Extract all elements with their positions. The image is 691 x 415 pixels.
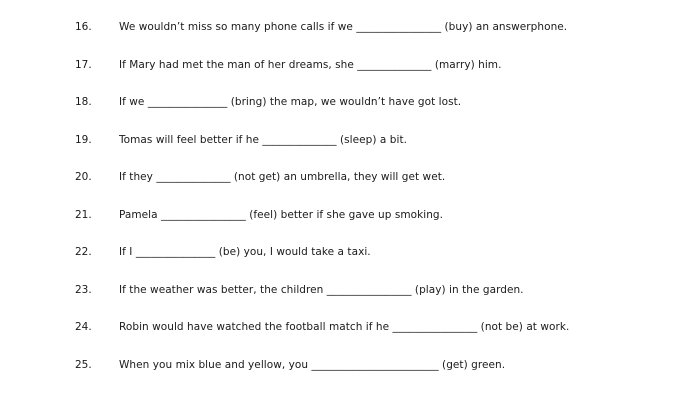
item-sentence: Pamela ________________ (feel) better if she gave up smoking.	[119, 209, 444, 221]
exercise-item-16	[0, 17, 691, 37]
item-sentence: Robin would have watched the football match if he ________________ (not be) at work.	[119, 321, 570, 333]
item-number: 20.	[75, 171, 92, 183]
exercise-item-22	[0, 242, 691, 262]
exercise-item-23	[0, 280, 691, 300]
item-sentence: If they ______________ (not get) an umbrella, they will get wet.	[119, 171, 446, 183]
item-number: 19.	[75, 134, 92, 146]
item-number: 22.	[75, 246, 92, 258]
item-number: 17.	[75, 59, 92, 71]
exercise-item-21	[0, 205, 691, 225]
item-number: 21.	[75, 209, 92, 221]
exercise-item-19	[0, 130, 691, 150]
exercise-item-17	[0, 55, 691, 75]
exercise-item-24	[0, 317, 691, 337]
exercise-item-25	[0, 355, 691, 375]
item-sentence: If I _______________ (be) you, I would take a taxi.	[119, 246, 371, 258]
item-sentence: If Mary had met the man of her dreams, she ______________ (marry) him.	[119, 59, 502, 71]
item-sentence: Tomas will feel better if he ______________ (sleep) a bit.	[119, 134, 407, 146]
item-number: 23.	[75, 284, 92, 296]
item-sentence: If the weather was better, the children ________________ (play) in the garden.	[119, 284, 524, 296]
item-number: 18.	[75, 96, 92, 108]
item-number: 25.	[75, 359, 92, 371]
item-sentence: When you mix blue and yellow, you ________________________ (get) green.	[119, 359, 506, 371]
item-number: 16.	[75, 21, 92, 33]
exercise-item-20	[0, 167, 691, 187]
item-sentence: We wouldn’t miss so many phone calls if we ________________ (buy) an answerphone.	[119, 21, 568, 33]
exercise-item-18	[0, 92, 691, 112]
item-sentence: If we _______________ (bring) the map, we wouldn’t have got lost.	[119, 96, 462, 108]
item-number: 24.	[75, 321, 92, 333]
